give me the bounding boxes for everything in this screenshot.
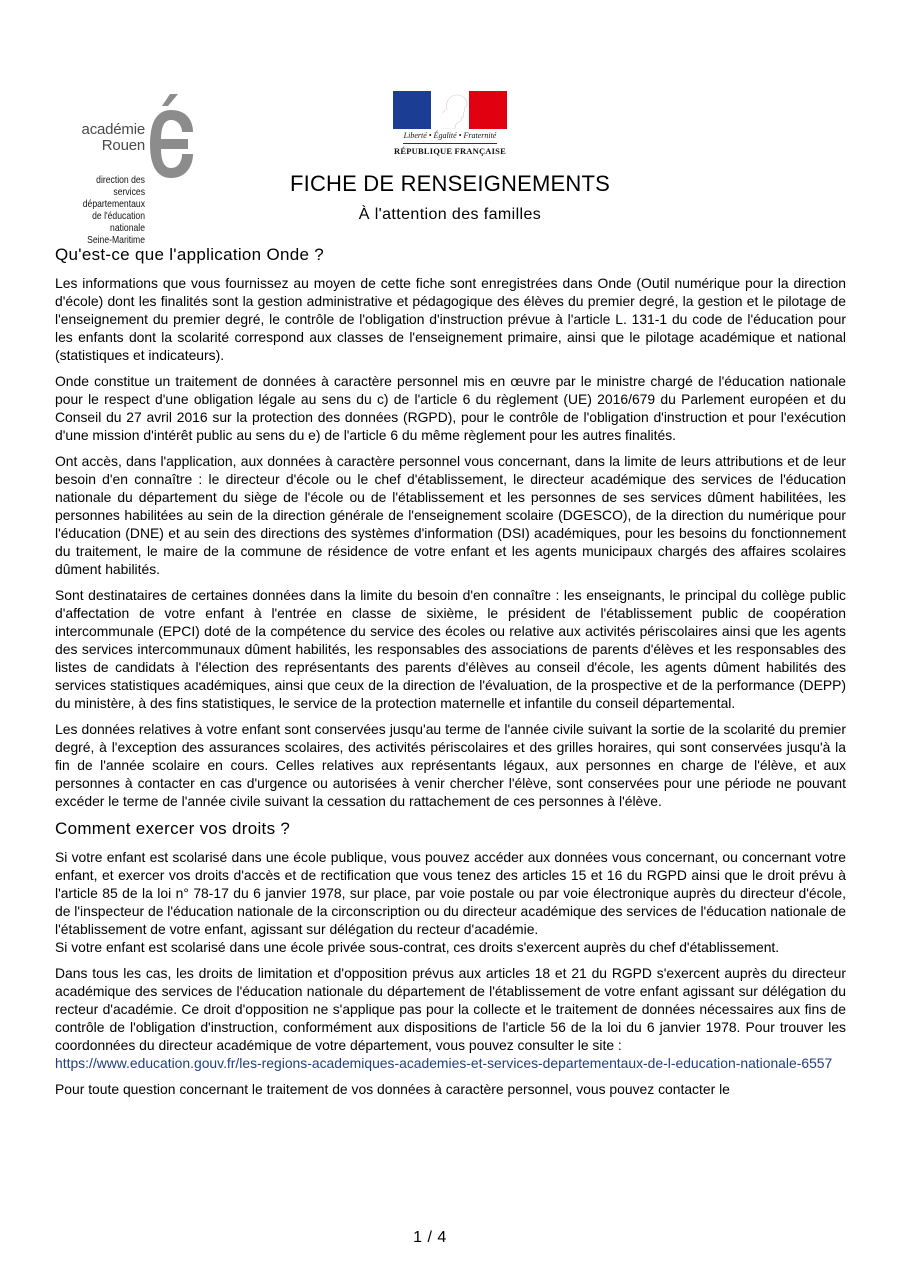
paragraph: Si votre enfant est scolarisé dans une école publique, vous pouvez accéder aux données vous concernant, ou concernant votre enfant, et exercer vos droits d'accès et de rectification que vous tenez des articles 15 et 16 du RGPD ainsi que le droit prévu à l'article 85 de la loi n° 78-17 du 6 janvier 1978, sur place, par voie postale ou par voie électronique auprès du directeur d'école, de l'inspecteur de l'éducation nationale de la circonscription ou du directeur académique des services de l'éducation nationale de l'établissement de votre enfant, agissant sur délégation du recteur d'académie. [55,849,846,937]
paragraph: Les informations que vous fournissez au moyen de cette fiche sont enregistrées dans Onde (Outil numérique pour la direction d'école) dont les finalités sont la gestion administrative et pédagogique des élèves du premier degré, la gestion et le pilotage de l'enseignement du premier degré, le contrôle de l'obligation d'instruction prévue à l'article L. 131-1 du code de l'éducation pour les enfants dont la scolarité correspond aux classes de l'enseignement primaire, ainsi que le pilotage académique et national (statistiques et indicateurs). [55,275,846,363]
paragraph: Si votre enfant est scolarisé dans une école privée sous-contrat, ces droits s'exercent auprès du chef d'établissement. [55,939,780,955]
paragraph: Onde constitue un traitement de données à caractère personnel mis en œuvre par le ministre chargé de l'éducation nationale pour le respect d'une obligation légale au sens du c) de l'article 6 du règlement (UE) 2016/679 du Parlement européen et du Conseil du 27 avril 2016 sur la protection des données (RGPD), pour le contrôle de l'obligation d'instruction et pour l'exécution d'une mission d'intérêt public au sens du e) de l'article 6 du même règlement pour les autres finalités. [55,373,846,443]
academie-name-line2: Rouen [101,137,145,154]
page-title: FICHE DE RENSEIGNEMENTS [290,171,610,196]
paragraph: Les données relatives à votre enfant sont conservées jusqu'au terme de l'année civile suivant la sortie de la scolarité du premier degré, à l'exception des assurances scolaires, des activités périscolaires et des grilles horaires, qui sont conservées jusqu'à la fin de l'année scolaire en cours. Celles relatives aux représentants légaux, aux personnes en charge de l'élève, et aux personnes à contacter en cas d'urgence ou autorisées à venir chercher l'élève, sont conservées pour une période ne pouvant excéder le terme de l'année civile suivant la cessation du rattachement de ces personnes à l'élève. [55,721,846,809]
academie-subtitle-line: de l'éducation nationale [92,210,145,234]
link-paragraph [55,1054,846,1072]
academie-subtitle-line: Seine-Maritime [87,234,145,246]
academie-e-emblem [148,94,194,178]
academies-link[interactable]: https://www.education.gouv.fr/les-regions-academiques-academies-et-services-departementaux-de-l-education-nationale-6557 [55,1055,833,1071]
academie-name [82,122,145,154]
academie-name-line1: académie [81,121,145,138]
paragraph: Dans tous les cas, les droits de limitation et d'opposition prévus aux articles 18 et 21 du RGPD s'exercent auprès du directeur académique des services de l'éducation nationale du département de l'établissement de votre enfant agissant sur délégation du recteur d'académie. Ce droit d'opposition ne s'applique pas pour la collecte et le traitement de données nécessaires aux fins de contrôle de l'obligation d'instruction, conformément aux dispositions de l'article 56 de la loi du 6 janvier 1978. Pour trouver les coordonnées du directeur académique de votre département, vous pouvez consulter le site : [55,965,846,1053]
page-number: 1 / 4 [413,1229,447,1246]
flag-blue-band [393,91,431,129]
republique-francaise-logo [393,91,507,161]
academie-subtitle-line: direction des services [96,174,145,198]
paragraph: Pour toute question concernant le traitement de vos données à caractère personnel, vous pouvez contacter le [55,1081,730,1097]
flag-red-band [469,91,507,129]
divider [403,143,497,144]
paragraph: Sont destinataires de certaines données dans la limite du besoin d'en connaître : les enseignants, le principal du collège public d'affectation de votre enfant à l'entrée en classe de sixième, le président de l'établissement public de coopération intercommunale (EPCI) doté de la compétence du service des écoles ou relative aux activités périscolaires ainsi que les agents des services intercommunaux dûment habilités, les responsables des associations de parents d'élèves et les responsables des listes de candidats à l'élection des représentants des parents d'élèves au conseil d'école, les agents dûment habilités des services statistiques académiques, ainsi que ceux de la direction de l'évaluation, de la prospective et de la performance (DEPP) du ministère, à des fins statistiques, le service de la protection maternelle et infantile du conseil départemental. [55,587,846,711]
page-subtitle: À l'attention des familles [358,206,542,223]
section-heading-onde: Qu'est-ce que l'application Onde ? [55,245,325,264]
section-heading-droits: Comment exercer vos droits ? [55,819,291,838]
marianne-profile-icon [431,93,471,129]
republique-name: RÉPUBLIQUE FRANÇAISE [394,146,506,156]
paragraph: Ont accès, dans l'application, aux données à caractère personnel vous concernant, dans la limite de leurs attributions et de leur besoin d'en connaître : le directeur d'école ou le chef d'établissement, le directeur académique des services de l'éducation nationale du département du siège de l'école ou de l'établissement et les personnes de ses services dûment habilitées, les personnes habilitées au sein de la direction générale de l'enseignement scolaire (DGESCO), de la direction du numérique pour l'éducation (DNE) et au sein des directions des systèmes d'information (DSI) académiques, pour les besoins du fonctionnement du traitement, le maire de la commune de résidence de votre enfant et les agents municipaux chargés des affaires scolaires dûment habilités. [55,453,846,577]
republique-motto: Liberté • Égalité • Fraternité [403,131,497,140]
document-body [55,244,846,1106]
academie-subtitle-line: départementaux [82,198,145,210]
